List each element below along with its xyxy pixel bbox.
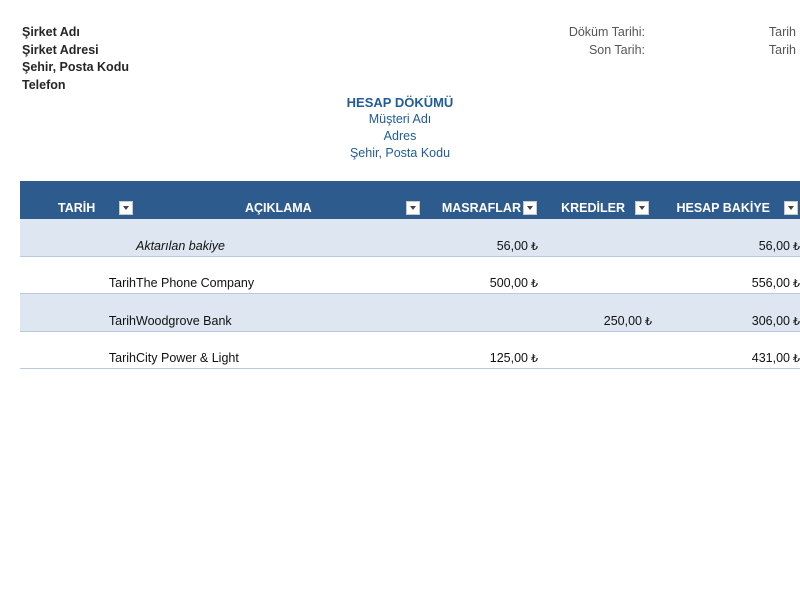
customer-address: Adres: [383, 129, 417, 143]
statement-dates: [0, 24, 800, 64]
row-description: The Phone Company: [136, 256, 423, 294]
currency-symbol: ₺: [645, 315, 652, 328]
row-balance: [652, 294, 800, 332]
row-description: Woodgrove Bank: [136, 294, 423, 332]
company-name: Şirket Adı: [22, 25, 80, 39]
filter-dropdown-icon[interactable]: [406, 201, 420, 215]
balance-amount: 556,00: [751, 276, 790, 290]
row-credits: [538, 256, 652, 294]
filter-dropdown-icon[interactable]: [523, 201, 537, 215]
statement-title-block: [0, 94, 800, 162]
statement-date-value: Tarih: [768, 25, 796, 39]
row-credits: [538, 331, 652, 369]
company-city-zip: Şehir, Posta Kodu: [22, 60, 129, 74]
header-credits-label: KREDİLER: [561, 201, 625, 215]
header-date-label: TARİH: [58, 201, 96, 215]
row-description: City Power & Light: [136, 331, 423, 369]
statement-title: HESAP DÖKÜMÜ: [346, 95, 454, 110]
row-charges: [423, 331, 538, 369]
header-credits: [538, 181, 652, 219]
row-balance: [652, 256, 800, 294]
header-charges: [423, 181, 538, 219]
currency-symbol: ₺: [793, 278, 800, 290]
row-charges: [423, 219, 538, 256]
row-balance: [652, 331, 800, 369]
currency-symbol: ₺: [793, 353, 800, 365]
charges-amount: 56,00: [496, 238, 528, 253]
charges-amount: 500,00: [489, 276, 528, 290]
filter-dropdown-icon[interactable]: [635, 201, 649, 215]
statement-table: [20, 181, 800, 369]
row-charges: [423, 256, 538, 294]
company-address: Şirket Adresi: [22, 42, 99, 57]
currency-symbol: ₺: [793, 240, 800, 253]
row-date: Tarih: [20, 331, 136, 369]
currency-symbol: ₺: [531, 240, 538, 253]
currency-symbol: ₺: [531, 353, 538, 365]
row-balance: [652, 219, 800, 256]
filter-dropdown-icon[interactable]: [119, 201, 133, 215]
currency-symbol: ₺: [531, 278, 538, 290]
balance-amount: 56,00: [758, 238, 790, 253]
customer-city-zip: Şehir, Posta Kodu: [349, 146, 451, 160]
currency-symbol: ₺: [793, 315, 800, 328]
statement-date-label: Döküm Tarihi:: [568, 25, 645, 39]
customer-name: Müşteri Adı: [368, 112, 432, 126]
header-charges-label: MASRAFLAR: [441, 201, 521, 215]
row-credits: [538, 219, 652, 256]
table-row: [20, 294, 800, 332]
header-balance: [652, 181, 800, 219]
header-balance-label: HESAP BAKİYE: [676, 201, 770, 215]
filter-dropdown-icon[interactable]: [784, 201, 798, 215]
header-description: [136, 181, 423, 219]
charges-amount: 125,00: [489, 351, 528, 365]
header-description-label: AÇIKLAMA: [245, 201, 312, 215]
row-charges: [423, 294, 538, 332]
balance-amount: 306,00: [751, 313, 790, 328]
row-date: Tarih: [20, 294, 136, 332]
table-row: [20, 331, 800, 369]
company-phone: Telefon: [22, 77, 66, 92]
header-date: [20, 181, 136, 219]
table-header-row: [20, 181, 800, 219]
due-date-label: Son Tarih:: [588, 42, 645, 57]
row-credits: [538, 294, 652, 332]
table-row: [20, 219, 800, 256]
row-date: [20, 219, 136, 256]
credits-amount: 250,00: [603, 313, 642, 328]
table-row: [20, 256, 800, 294]
balance-amount: 431,00: [751, 351, 790, 365]
row-date: Tarih: [20, 256, 136, 294]
row-description: Aktarılan bakiye: [136, 219, 423, 256]
due-date-value: Tarih: [768, 42, 796, 57]
